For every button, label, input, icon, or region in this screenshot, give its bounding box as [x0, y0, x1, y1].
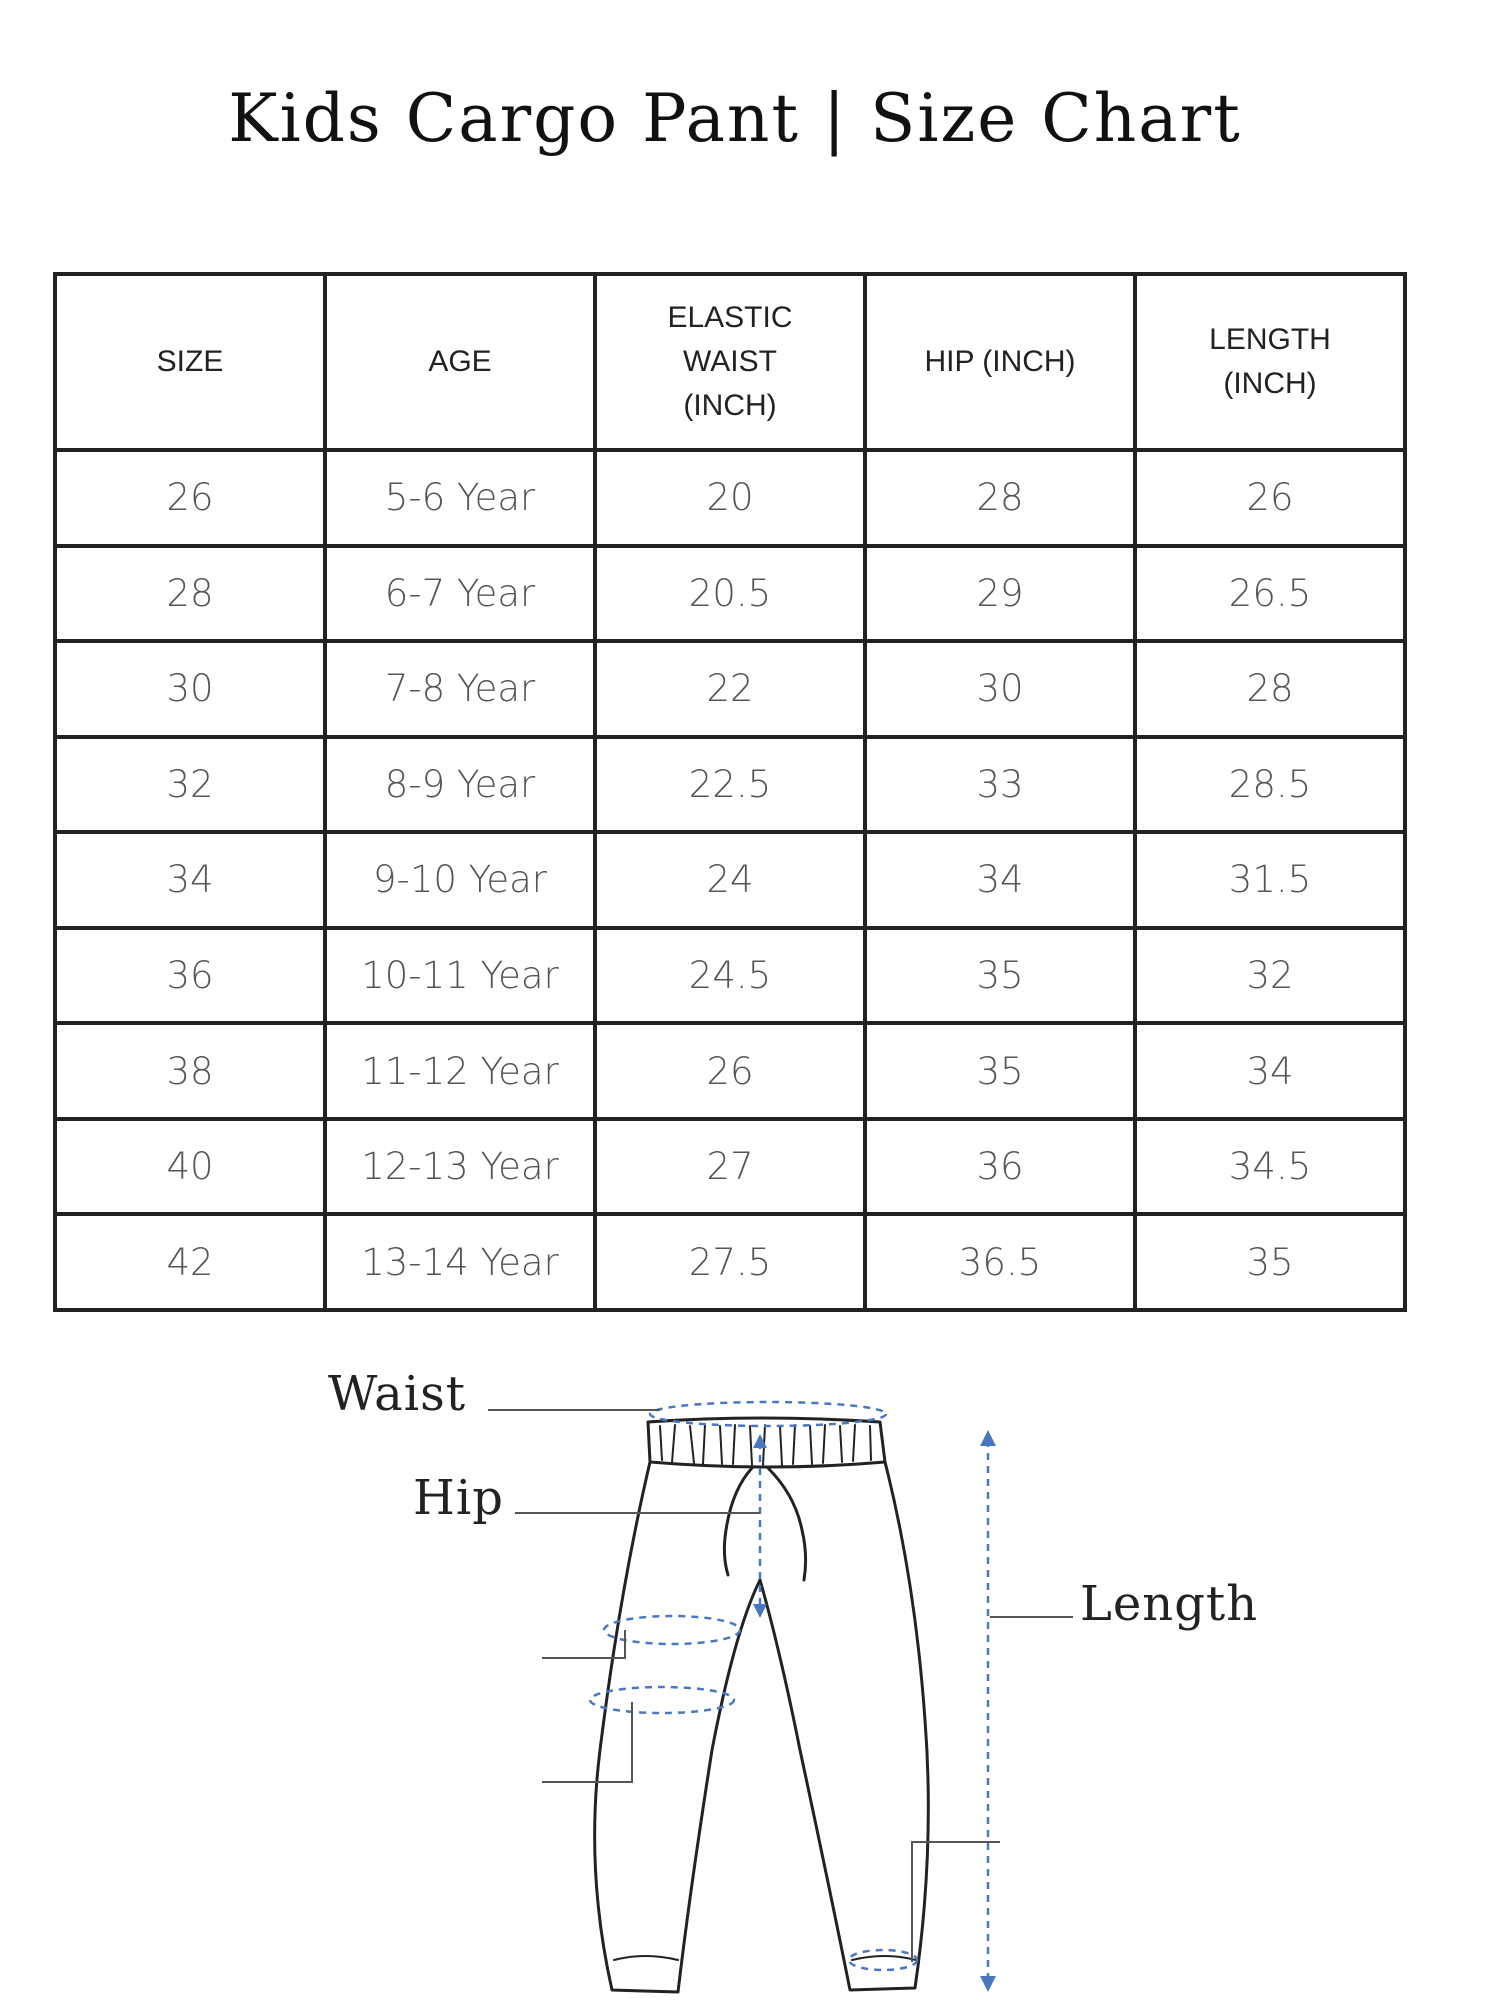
header-line: HIP (INCH)	[924, 345, 1076, 378]
pant-outline	[595, 1418, 929, 1992]
cell-waist: 20	[595, 450, 865, 546]
length-arrow-bottom	[980, 1976, 996, 1992]
cell-hip: 29	[865, 546, 1135, 642]
cell-waist: 26	[595, 1023, 865, 1119]
cuff-ellipse	[849, 1950, 917, 1970]
page-title: Kids Cargo Pant | Size Chart	[228, 80, 1242, 157]
cell-age: 12-13 Year	[325, 1119, 595, 1215]
cell-age: 9-10 Year	[325, 832, 595, 928]
left-leg	[595, 1462, 760, 1992]
cell-hip: 34	[865, 832, 1135, 928]
rise-arrow-bottom	[753, 1604, 767, 1618]
cell-length: 26	[1135, 450, 1405, 546]
header-line: LENGTH	[1209, 323, 1331, 356]
header-elastic-waist	[595, 274, 865, 450]
cell-length: 35	[1135, 1214, 1405, 1310]
pant-illustration	[0, 1330, 1500, 2000]
cell-length: 26.5	[1135, 546, 1405, 642]
cell-age: 7-8 Year	[325, 641, 595, 737]
header-line: (INCH)	[683, 389, 777, 422]
cell-age: 6-7 Year	[325, 546, 595, 642]
cell-size: 38	[55, 1023, 325, 1119]
cell-size: 30	[55, 641, 325, 737]
right-leg	[760, 1462, 928, 1990]
thigh-leader	[542, 1702, 632, 1782]
drawstring-left	[724, 1468, 752, 1575]
cell-size: 36	[55, 928, 325, 1024]
cell-hip: 30	[865, 641, 1135, 737]
waist-ellipse	[650, 1402, 886, 1426]
header-size	[55, 274, 325, 450]
cell-length: 31.5	[1135, 832, 1405, 928]
cell-age: 13-14 Year	[325, 1214, 595, 1310]
left-cuff	[614, 1956, 678, 1960]
table-row	[55, 737, 1405, 833]
cell-age: 10-11 Year	[325, 928, 595, 1024]
drawstring-right	[768, 1468, 806, 1580]
length-arrow-top	[980, 1430, 996, 1446]
header-line: (INCH)	[1223, 367, 1317, 400]
table-row	[55, 1119, 1405, 1215]
table-row	[55, 1214, 1405, 1310]
cell-size: 40	[55, 1119, 325, 1215]
measure-arrowheads	[753, 1430, 996, 1992]
waist-label: Waist	[328, 1366, 467, 1422]
cell-waist: 24.5	[595, 928, 865, 1024]
cell-age: 11-12 Year	[325, 1023, 595, 1119]
header-age	[325, 274, 595, 450]
cell-waist: 22.5	[595, 737, 865, 833]
cell-length: 28.5	[1135, 737, 1405, 833]
table-row	[55, 546, 1405, 642]
header-line: WAIST	[683, 345, 777, 378]
right-cuff	[852, 1956, 916, 1960]
length-label: Length	[1080, 1576, 1259, 1632]
header-length	[1135, 274, 1405, 450]
header-line: ELASTIC	[667, 301, 793, 334]
table-header-row	[55, 274, 1405, 450]
table-row	[55, 832, 1405, 928]
size-chart-table	[53, 272, 1407, 1312]
table-row	[55, 928, 1405, 1024]
cell-hip: 35	[865, 928, 1135, 1024]
cell-age: 8-9 Year	[325, 737, 595, 833]
table-row	[55, 450, 1405, 546]
leader-lines	[488, 1410, 1073, 1962]
header-line: AGE	[428, 345, 492, 378]
cell-waist: 27	[595, 1119, 865, 1215]
cell-length: 28	[1135, 641, 1405, 737]
cell-hip: 33	[865, 737, 1135, 833]
measurement-diagram	[0, 1330, 1500, 2000]
table-row	[55, 1023, 1405, 1119]
cell-size: 34	[55, 832, 325, 928]
header-hip	[865, 274, 1135, 450]
cell-length: 34	[1135, 1023, 1405, 1119]
table-row	[55, 641, 1405, 737]
cell-waist: 20.5	[595, 546, 865, 642]
cell-length: 34.5	[1135, 1119, 1405, 1215]
thigh-ellipse	[590, 1687, 734, 1713]
cell-hip: 36	[865, 1119, 1135, 1215]
cell-size: 32	[55, 737, 325, 833]
cell-waist: 22	[595, 641, 865, 737]
hip-label: Hip	[413, 1470, 504, 1526]
header-line: SIZE	[156, 345, 224, 378]
cell-waist: 27.5	[595, 1214, 865, 1310]
cell-size: 28	[55, 546, 325, 642]
cell-size: 42	[55, 1214, 325, 1310]
cell-size: 26	[55, 450, 325, 546]
cell-hip: 36.5	[865, 1214, 1135, 1310]
cell-waist: 24	[595, 832, 865, 928]
cell-hip: 35	[865, 1023, 1135, 1119]
cell-age: 5-6 Year	[325, 450, 595, 546]
cell-length: 32	[1135, 928, 1405, 1024]
cell-hip: 28	[865, 450, 1135, 546]
